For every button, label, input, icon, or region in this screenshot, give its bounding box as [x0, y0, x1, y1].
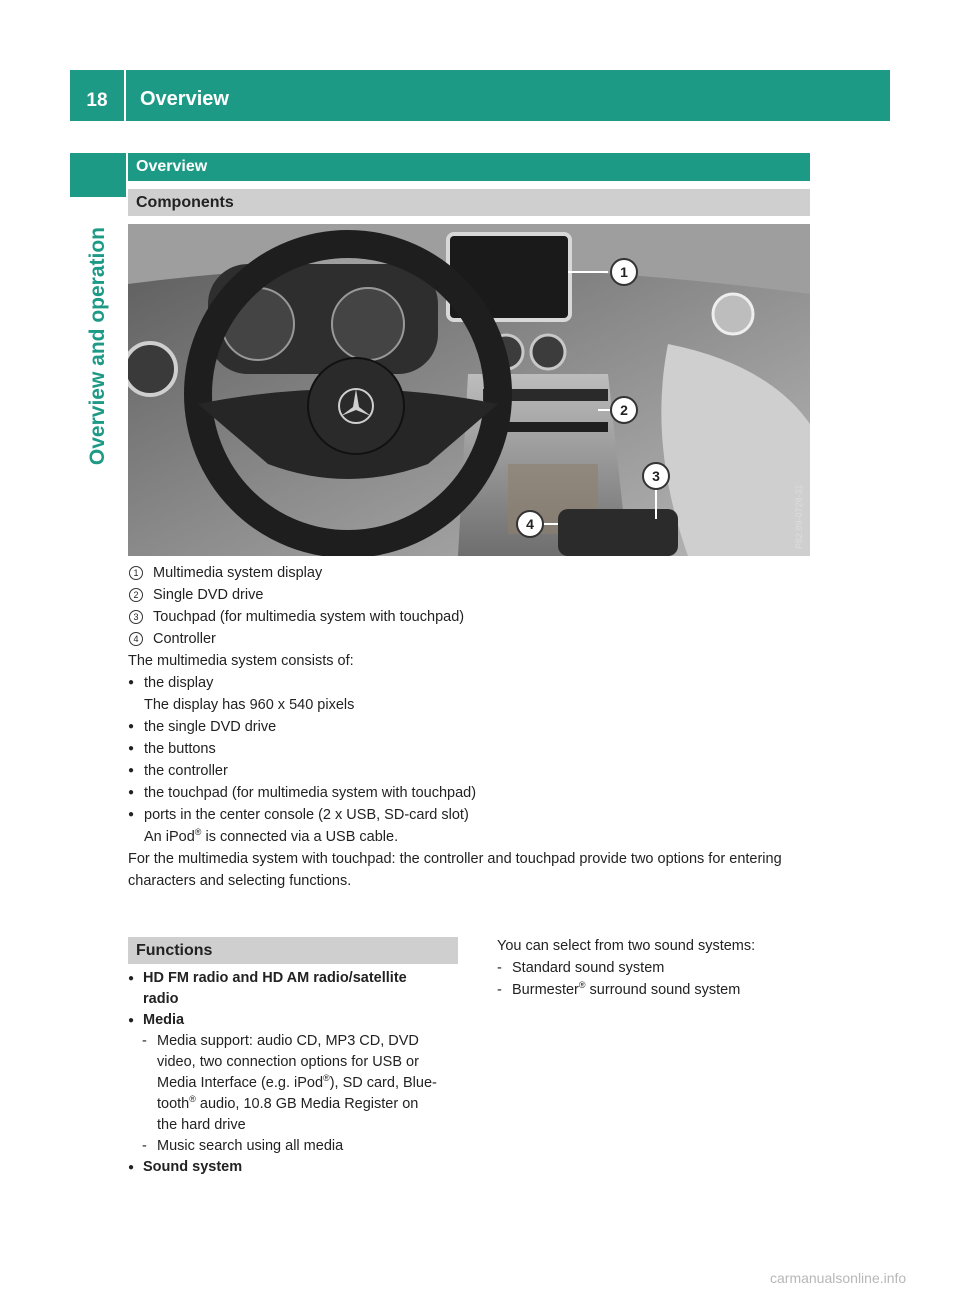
left-air-vent [128, 343, 176, 395]
photo-code: P82.89-0728-31 [794, 484, 804, 549]
header-title: Overview [140, 88, 229, 110]
legend-text: Multimedia system display [153, 565, 323, 581]
legend-item [128, 562, 810, 584]
bullet-item: ● the display [128, 672, 810, 694]
callout-2 [611, 397, 637, 423]
bullet-item: ● the touchpad (for multimedia system with touchpad) [128, 782, 810, 804]
legend-number: 3 [129, 610, 143, 624]
section-title: Overview [128, 153, 810, 181]
ipod-note: An iPod® is connected via a USB cable. [144, 827, 399, 845]
functions-list [128, 968, 463, 1178]
legend-text: Controller [153, 631, 216, 647]
legend-number: 2 [129, 588, 143, 602]
functions-heading: Functions [128, 937, 458, 964]
sound-systems [497, 935, 817, 1001]
page-number: 18 [70, 70, 126, 121]
legend-item [128, 606, 810, 628]
bullet-item: ● ports in the center console (2 x USB, SD-card slot) [128, 804, 810, 826]
components-text [128, 562, 810, 892]
function-subitem: - Music search using all media [128, 1136, 463, 1157]
bullet-item: ● the buttons [128, 738, 810, 760]
display-note: The display has 960 x 540 pixels [144, 697, 355, 713]
function-item: ● Sound system [128, 1157, 463, 1178]
legend-number: 4 [129, 632, 143, 646]
side-tab-block [70, 153, 126, 197]
dashboard-illustration [128, 224, 810, 556]
watermark: carmanualsonline.info [770, 1270, 907, 1286]
bullet-item: ● the single DVD drive [128, 716, 810, 738]
page-header [70, 70, 890, 121]
center-vent-right [531, 335, 565, 369]
function-subitem: - Media support: audio CD, MP3 CD, DVD video, two connection options for USB or Media Interface (e.g. iPod®), SD card, Blue- tooth® audio, 10.8 GB Media Register on the hard drive [128, 1031, 463, 1136]
legend-item [128, 628, 810, 650]
side-tab-label: Overview and operation [86, 226, 109, 466]
intro-text: The multimedia system consists of: [128, 653, 354, 669]
svg-text:2: 2 [620, 402, 628, 418]
svg-text:4: 4 [526, 516, 534, 532]
sound-option: - Standard sound system [497, 957, 817, 979]
function-item: ● HD FM radio and HD AM radio/satellite radio [128, 968, 463, 1010]
dashboard-photo [128, 224, 810, 556]
sound-option: - Burmester® surround sound system [497, 979, 817, 1001]
sound-intro: You can select from two sound systems: [497, 938, 756, 954]
bullet-item: ● the controller [128, 760, 810, 782]
legend-text: Touchpad (for multimedia system with touchpad) [153, 609, 465, 625]
svg-text:3: 3 [652, 468, 660, 484]
side-tab [70, 206, 126, 486]
callout-4 [517, 511, 543, 537]
legend-item [128, 584, 810, 606]
function-item: ● Media [128, 1010, 463, 1031]
callout-1 [611, 259, 637, 285]
controller-area [558, 509, 678, 556]
legend-text: Single DVD drive [153, 587, 264, 603]
callout-3 [643, 463, 669, 489]
speedometer-gauge [332, 288, 404, 360]
section-subtitle: Components [128, 189, 810, 216]
svg-text:1: 1 [620, 264, 628, 280]
options-text: For the multimedia system with touchpad: the controller and touchpad provide two options for entering characters and selecting functions. [128, 851, 782, 889]
right-air-vent [713, 294, 753, 334]
legend-number: 1 [129, 566, 143, 580]
